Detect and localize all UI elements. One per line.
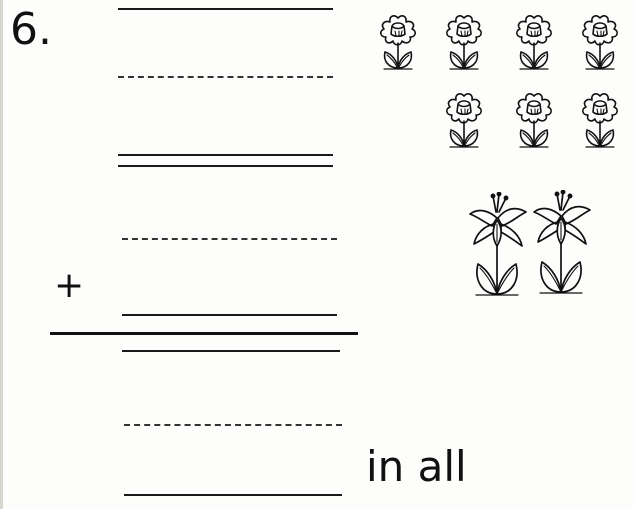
page-edge xyxy=(0,0,3,509)
addend2-base-line xyxy=(122,314,337,316)
answer-mid-line xyxy=(124,424,342,426)
lily-icon xyxy=(530,190,594,300)
sum-bar xyxy=(50,332,358,335)
addend1-base-line xyxy=(118,154,333,156)
daffodil-icon xyxy=(374,12,422,74)
daffodil-icon xyxy=(440,90,488,152)
daffodil-icon xyxy=(576,12,624,74)
daffodil-icon xyxy=(440,12,488,74)
answer-top-line xyxy=(122,350,340,352)
in-all-label: in all xyxy=(366,442,467,491)
daffodil-icon xyxy=(510,90,558,152)
addend2-top-line xyxy=(118,165,333,167)
addend1-top-line xyxy=(118,8,333,10)
problem-number: 6. xyxy=(10,4,52,55)
answer-base-line xyxy=(124,494,342,496)
plus-sign: + xyxy=(54,265,85,306)
daffodil-icon xyxy=(510,12,558,74)
addend2-mid-line xyxy=(122,238,337,240)
lily-icon xyxy=(466,192,530,302)
addend1-mid-line xyxy=(118,76,333,78)
daffodil-icon xyxy=(576,90,624,152)
